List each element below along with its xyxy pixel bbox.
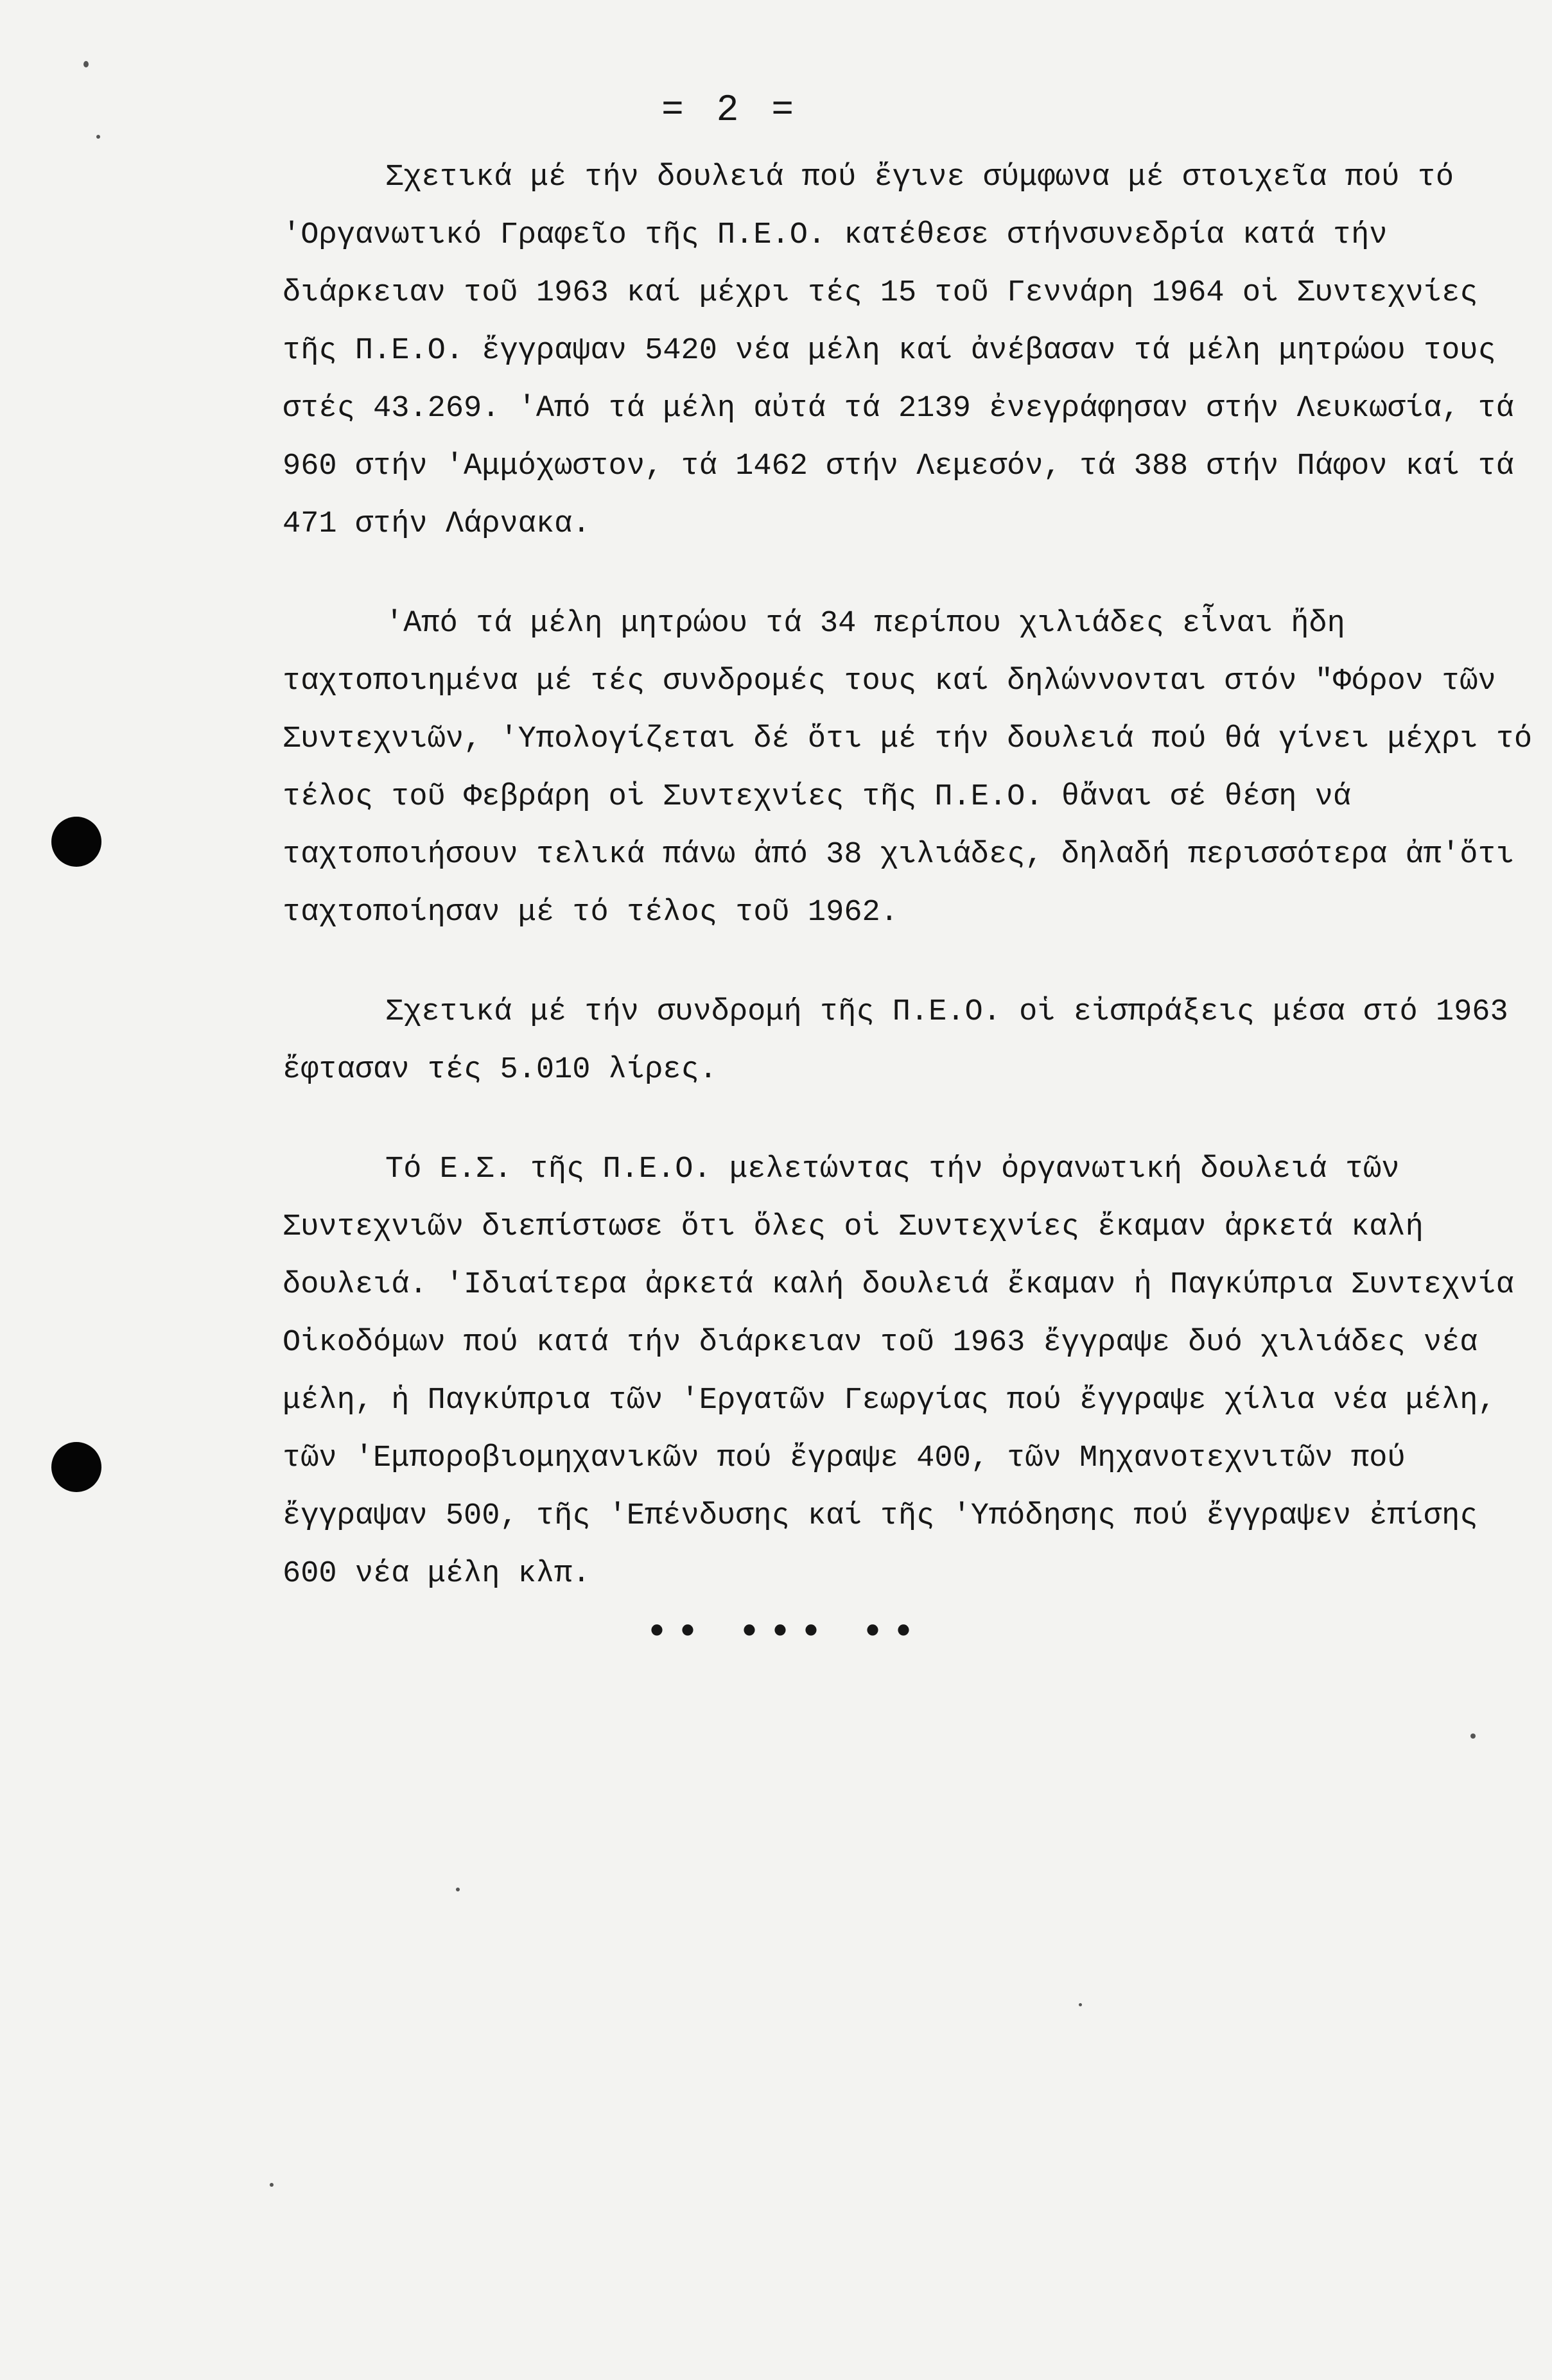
scan-speck [96, 135, 100, 139]
paragraph-registry: 'Από τά μέλη μητρώου τά 34 περίπου χιλιάδες εἶναι ἤδη ταχτοποιημένα μέ τές συνδρομές τους καί δηλώννονται στόν "Φόρον τῶν Συντεχνιῶν, 'Υπολογίζεται δέ ὅτι μέ τήν δουλειά πού θά γίνει μέχρι τό τέλος τοῦ Φεβράρη οἱ Συντεχνίες τῆς Π.Ε.Ο. θἄναι σέ θέση νά ταχτοποιήσουν τελικά πάνω ἀπό 38 χιλιάδες, δηλαδή περισσότερα ἀπ'ὅτι ταχτοποίησαν μέ τό τέλος τοῦ 1962. [283, 607, 1533, 930]
scan-speck [1470, 1733, 1476, 1739]
page-number: = 2 = [661, 90, 799, 132]
scan-speck [83, 61, 89, 67]
document-body [283, 149, 1535, 1603]
scan-speck [1079, 2003, 1082, 2006]
scan-speck [270, 2183, 274, 2187]
paragraph-membership: Σχετικά μέ τήν δουλειά πού ἔγινε σύμφωνα μέ στοιχεῖα πού τό 'Οργανωτικό Γραφεῖο τῆς Π.Ε.Ο. κατέθεσε στήνσυνεδρία κατά τήν διάρκειαν τοῦ 1963 καί μέχρι τές 15 τοῦ Γεννάρη 1964 οἱ Συντεχνίες τῆς Π.Ε.Ο. ἔγγραψαν 5420 νέα μέλη καί ἀνέβασαν τά μέλη μητρώου τους στές 43.269. 'Από τά μέλη αὐτά τά 2139 ἐνεγράφησαν στήν Λευκωσία, τά 960 στήν 'Αμμόχωστον, τά 1462 στήν Λεμεσόν, τά 388 στήν Πάφον καί τά 471 στήν Λάρνακα. [283, 161, 1514, 541]
closing-mark: •• ••• •• [645, 1611, 923, 1655]
paragraph-unions-work: Τό Ε.Σ. τῆς Π.Ε.Ο. μελετώντας τήν ὀργανωτική δουλειά τῶν Συντεχνιῶν διεπίστωσε ὅτι ὅλες οἱ Συντεχνίες ἔκαμαν ἀρκετά καλή δουλειά. 'Ιδιαίτερα ἀρκετά καλή δουλειά ἔκαμαν ἡ Παγκύπρια Συντεχνία Οἰκοδόμων πού κατά τήν διάρκειαν τοῦ 1963 ἔγγραψε δυό χιλιάδες νέα μέλη, ἡ Παγκύπρια τῶν 'Εργατῶν Γεωργίας πού ἔγγραψε χίλια νέα μέλη, τῶν 'Εμποροβιομηχανικῶν πού ἔγραψε 400, τῶν Μηχανοτεχνιτῶν πού ἔγγραψαν 500, τῆς 'Επένδυσης καί τῆς 'Υπόδησης πού ἔγγραψεν ἐπίσης 600 νέα μέλη κλπ. [283, 1152, 1514, 1591]
paragraph-subscriptions: Σχετικά μέ τήν συνδρομή τῆς Π.Ε.Ο. οἱ εἰσπράξεις μέσα στό 1963 ἔφτασαν τές 5.010 λίρες. [283, 995, 1508, 1087]
punch-hole-lower [51, 1442, 101, 1492]
punch-hole-upper [51, 817, 101, 867]
scan-speck [456, 1888, 460, 1891]
